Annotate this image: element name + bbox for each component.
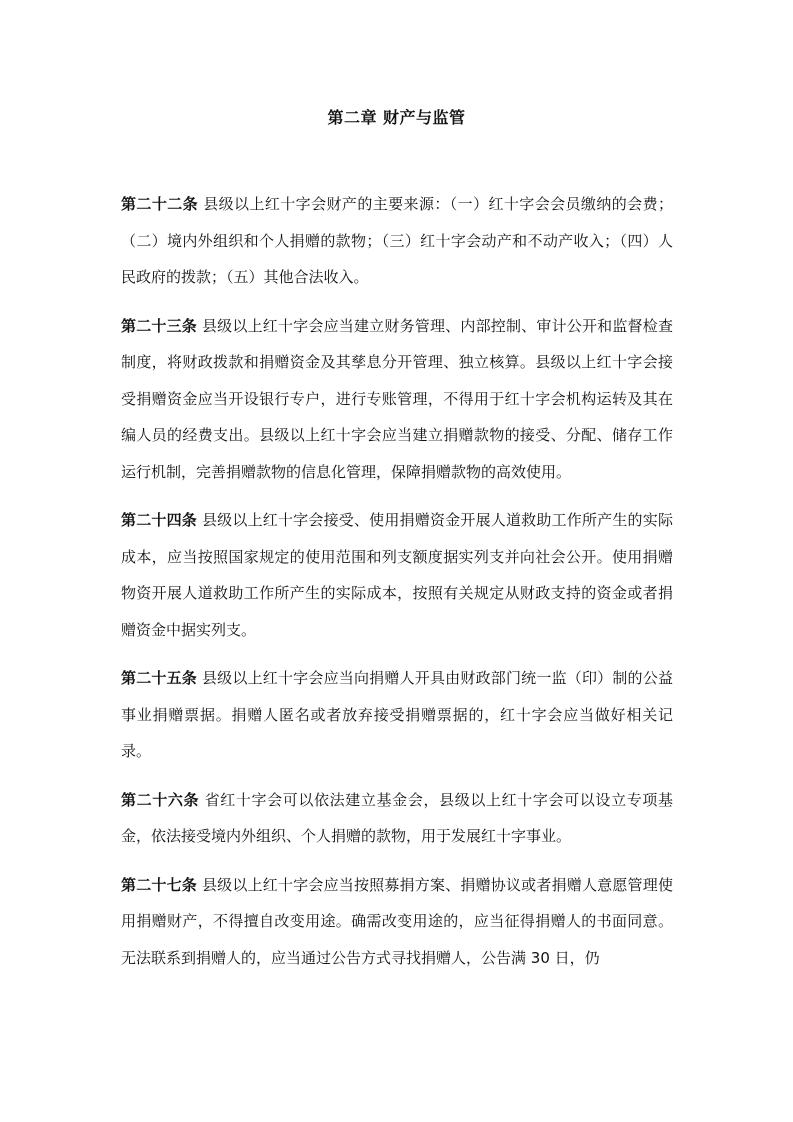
article-text: 县级以上红十字会应当向捐赠人开具由财政部门统一监（印）制的公益事业捐赠票据。捐赠人匿名或者放弃接受捐赠票据的，红十字会应当做好相关记录。 xyxy=(121,669,673,760)
article-label: 第二十七条 xyxy=(121,875,197,894)
article-label: 第二十二条 xyxy=(121,195,199,213)
article-label: 第二十四条 xyxy=(121,511,197,529)
document-body xyxy=(121,186,673,988)
article-label: 第二十三条 xyxy=(121,316,197,335)
article-label: 第二十五条 xyxy=(121,669,197,687)
article-text: 县级以上红十字会接受、使用捐赠资金开展人道救助工作所产生的实际成本，应当按照国家规定的使用范围和列支额度据实列支并向社会公开。使用捐赠物资开展人道救助工作所产生的实际成本，按照有关规定从财政支持的资金或者捐赠资金中据实列支。 xyxy=(121,511,673,639)
article-22 xyxy=(121,186,673,296)
article-text: 省红十字会可以依法建立基金会，县级以上红十字会可以设立专项基金，依法接受境内外组织、个人捐赠的款物，用于发展红十字事业。 xyxy=(121,790,673,845)
article-26 xyxy=(121,782,673,855)
article-text: 县级以上红十字会财产的主要来源：（一）红十字会会员缴纳的会费；（二）境内外组织和个人捐赠的款物；（三）红十字会动产和不动产收入；（四）人民政府的拨款；（五）其他合法收入。 xyxy=(121,195,673,286)
article-24 xyxy=(121,502,673,648)
article-text: 县级以上红十字会应当建立财务管理、内部控制、审计公开和监督检查制度，将财政拨款和捐赠资金及其孳息分开管理、独立核算。县级以上红十字会接受捐赠资金应当开设银行专户，进行专账管理，不得用于红十字会机构运转及其在编人员的经费支出。县级以上红十字会应当建立捐赠款物的接受、分配、储存工作运行机制，完善捐赠款物的信息化管理，保障捐赠款物的高效使用。 xyxy=(121,316,673,481)
article-23 xyxy=(121,308,673,491)
article-label: 第二十六条 xyxy=(121,790,200,809)
article-text: 县级以上红十字会应当按照募捐方案、捐赠协议或者捐赠人意愿管理使用捐赠财产，不得擅自改变用途。确需改变用途的，应当征得捐赠人的书面同意。无法联系到捐赠人的，应当通过公告方式寻找捐赠人，公告满 30 日，仍 xyxy=(121,875,673,967)
article-25 xyxy=(121,660,673,770)
article-27 xyxy=(121,867,673,977)
chapter-title: 第二章 财产与监管 xyxy=(327,108,466,127)
